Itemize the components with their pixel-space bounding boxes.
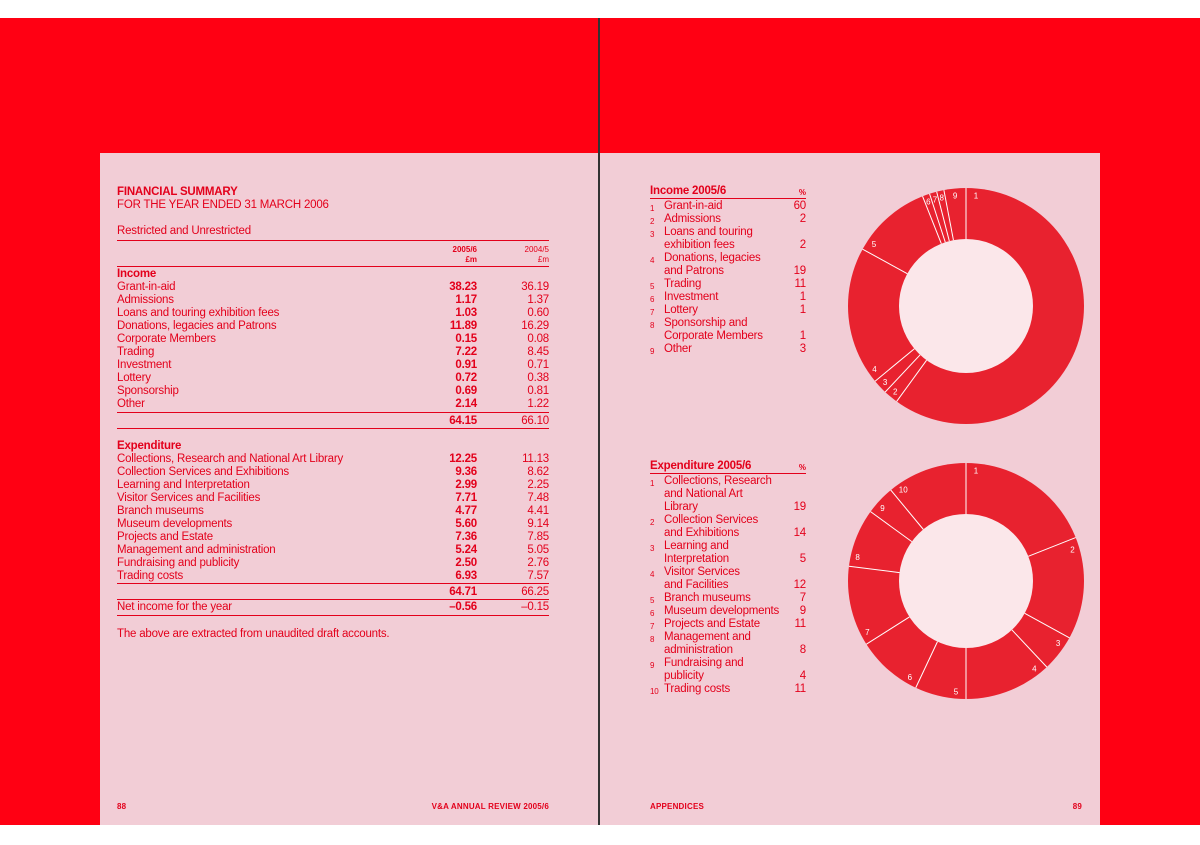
expenditure-legend-item xyxy=(650,475,806,514)
expenditure-legend-label: administration xyxy=(664,644,733,656)
expenditure-donut-slice-label: 8 xyxy=(855,553,860,563)
expenditure-value-2005: 9.36 xyxy=(455,466,477,478)
expenditure-legend-label: Branch museums xyxy=(664,592,751,604)
expenditure-row xyxy=(117,570,549,583)
col1-year: 2005/6 xyxy=(452,245,477,254)
income-legend-percent: 3 xyxy=(799,343,806,355)
income-legend-percent: 11 xyxy=(794,278,806,290)
income-legend-item xyxy=(650,304,806,317)
income-value-2005: 38.23 xyxy=(449,281,477,293)
income-label: Other xyxy=(117,398,145,410)
col2-unit: £m xyxy=(537,255,549,264)
expenditure-label: Trading costs xyxy=(117,570,184,582)
expenditure-legend-number: 10 xyxy=(650,687,659,696)
page-subtitle: FOR THE YEAR ENDED 31 MARCH 2006 xyxy=(117,199,329,211)
income-legend-item xyxy=(650,278,806,291)
expenditure-row xyxy=(117,544,549,557)
income-legend-number: 1 xyxy=(650,204,655,213)
income-legend-item xyxy=(650,343,806,356)
income-donut-slice-label: 4 xyxy=(872,364,877,374)
income-label: Sponsorship xyxy=(117,385,179,397)
income-value-2005: 2.14 xyxy=(455,398,477,410)
expenditure-legend-label: publicity xyxy=(664,670,704,682)
income-row xyxy=(117,333,549,346)
expenditure-value-2004: 5.05 xyxy=(527,544,549,556)
expenditure-legend-label: Projects and Estate xyxy=(664,618,760,630)
expenditure-legend-number: 8 xyxy=(650,635,655,644)
income-row xyxy=(117,320,549,333)
income-legend-item xyxy=(650,200,806,213)
expenditure-legend-percent: 7 xyxy=(799,592,806,604)
expenditure-row xyxy=(117,492,549,505)
income-legend-label: Grant-in-aid xyxy=(664,200,723,212)
page-title: FINANCIAL SUMMARY xyxy=(117,186,238,198)
expenditure-legend-label: Library xyxy=(664,501,698,513)
expenditure-legend-label: Interpretation xyxy=(664,553,729,565)
expenditure-label: Museum developments xyxy=(117,518,233,530)
expenditure-label: Branch museums xyxy=(117,505,204,517)
expenditure-value-2004: 7.85 xyxy=(527,531,549,543)
expenditure-legend-label: Learning and xyxy=(664,540,729,552)
income-legend-percent: 1 xyxy=(799,291,806,303)
income-row xyxy=(117,359,549,372)
income-legend-item xyxy=(650,252,806,278)
income-legend-label: Other xyxy=(664,343,692,355)
income-donut-slice-label: 2 xyxy=(893,387,898,397)
income-legend-label: exhibition fees xyxy=(664,239,735,251)
income-legend-number: 8 xyxy=(650,321,655,330)
section-label: Restricted and Unrestricted xyxy=(117,225,251,237)
expenditure-value-2005: 5.60 xyxy=(455,518,477,530)
income-total-row xyxy=(117,415,549,428)
income-legend-number: 6 xyxy=(650,295,655,304)
expenditure-legend-percent: 9 xyxy=(799,605,806,617)
income-legend-label: Loans and touring xyxy=(664,226,753,238)
col1-unit: £m xyxy=(465,255,477,264)
income-legend-label: and Patrons xyxy=(664,265,724,277)
income-legend-percent: 2 xyxy=(799,213,806,225)
expenditure-legend-percent: 8 xyxy=(799,644,806,656)
divider xyxy=(650,473,806,474)
expenditure-legend-percent: 11 xyxy=(794,683,806,695)
expenditure-row xyxy=(117,453,549,466)
income-label: Donations, legacies and Patrons xyxy=(117,320,277,332)
income-value-2004: 1.22 xyxy=(527,398,549,410)
expenditure-value-2005: 7.71 xyxy=(455,492,477,504)
expenditure-label: Visitor Services and Facilities xyxy=(117,492,261,504)
expenditure-donut-slice-label: 9 xyxy=(880,503,885,513)
expenditure-label: Projects and Estate xyxy=(117,531,213,543)
income-legend-percent: 19 xyxy=(793,265,806,277)
divider xyxy=(650,198,806,199)
expenditure-legend-item xyxy=(650,592,806,605)
income-label: Admissions xyxy=(117,294,174,306)
income-legend-number: 5 xyxy=(650,282,655,291)
expenditure-row xyxy=(117,531,549,544)
income-label: Investment xyxy=(117,359,172,371)
income-value-2004: 0.38 xyxy=(527,372,549,384)
income-legend-label: Donations, legacies xyxy=(664,252,761,264)
expenditure-legend-item xyxy=(650,605,806,618)
expenditure-row xyxy=(117,557,549,570)
expenditure-legend-number: 3 xyxy=(650,544,655,553)
expenditure-legend-item xyxy=(650,683,806,696)
divider xyxy=(117,428,549,429)
income-legend-percent: 1 xyxy=(799,304,806,316)
income-legend-number: 2 xyxy=(650,217,655,226)
income-legend-item xyxy=(650,213,806,226)
expenditure-value-2004: 4.41 xyxy=(527,505,549,517)
income-heading: Income xyxy=(117,268,157,280)
income-legend-number: 4 xyxy=(650,256,655,265)
expenditure-value-2005: 4.77 xyxy=(455,505,477,517)
expenditure-legend-item xyxy=(650,566,806,592)
expenditure-legend-number: 9 xyxy=(650,661,655,670)
net-income-2005: –0.56 xyxy=(449,601,477,613)
expenditure-value-2004: 2.25 xyxy=(527,479,549,491)
right-page xyxy=(600,153,1100,825)
expenditure-value-2005: 2.99 xyxy=(455,479,477,491)
expenditure-label: Learning and Interpretation xyxy=(117,479,250,491)
divider xyxy=(117,615,549,616)
divider xyxy=(117,583,549,584)
expenditure-label: Collections, Research and National Art Library xyxy=(117,453,344,465)
expenditure-donut-slice-label: 1 xyxy=(973,466,979,476)
page-number: 89 xyxy=(1072,802,1082,811)
income-value-2005: 7.22 xyxy=(455,346,477,358)
income-legend-item xyxy=(650,291,806,304)
expenditure-legend-percent: 5 xyxy=(799,553,806,565)
footnote: The above are extracted from unaudited draft accounts. xyxy=(117,628,390,640)
income-label: Loans and touring exhibition fees xyxy=(117,307,280,319)
expenditure-legend-label: Trading costs xyxy=(664,683,731,695)
expenditure-donut-slice-label: 2 xyxy=(1070,545,1075,555)
income-row xyxy=(117,372,549,385)
income-legend-number: 7 xyxy=(650,308,655,317)
expenditure-row xyxy=(117,479,549,492)
income-donut-slice-label: 7 xyxy=(932,195,938,205)
income-legend-item xyxy=(650,226,806,252)
expenditure-donut-slice-label: 10 xyxy=(898,485,908,495)
income-value-2005: 1.03 xyxy=(455,307,477,319)
income-pct-header: % xyxy=(798,188,806,197)
income-value-2004: 36.19 xyxy=(521,281,549,293)
divider xyxy=(117,412,549,413)
expenditure-row xyxy=(117,505,549,518)
expenditure-legend-item xyxy=(650,631,806,657)
expenditure-legend-percent: 11 xyxy=(794,618,806,630)
expenditure-total-2005: 64.71 xyxy=(449,586,477,598)
divider xyxy=(117,599,549,600)
expenditure-legend-percent: 19 xyxy=(793,501,806,513)
income-donut-slice-label: 3 xyxy=(882,377,888,387)
expenditure-legend-number: 4 xyxy=(650,570,655,579)
expenditure-legend-label: Collection Services xyxy=(664,514,758,526)
income-row xyxy=(117,281,549,294)
income-total-2005: 64.15 xyxy=(449,415,477,427)
income-label: Grant-in-aid xyxy=(117,281,176,293)
income-value-2004: 0.08 xyxy=(527,333,549,345)
income-total-2004: 66.10 xyxy=(521,415,549,427)
expenditure-value-2004: 7.48 xyxy=(527,492,549,504)
expenditure-pct-header: % xyxy=(798,463,806,472)
income-donut-slice-label: 9 xyxy=(952,191,958,201)
expenditure-donut-slice-label: 5 xyxy=(953,687,959,697)
income-value-2004: 8.45 xyxy=(527,346,549,358)
divider xyxy=(117,266,549,267)
income-label: Lottery xyxy=(117,372,151,384)
income-row xyxy=(117,307,549,320)
income-value-2005: 0.15 xyxy=(455,333,477,345)
expenditure-legend-label: Museum developments xyxy=(664,605,780,617)
running-head: APPENDICES xyxy=(650,802,705,811)
expenditure-legend-item xyxy=(650,657,806,683)
expenditure-legend-label: and National Art xyxy=(664,488,743,500)
net-income-label: Net income for the year xyxy=(117,601,232,613)
expenditure-legend-label: Collections, Research xyxy=(664,475,772,487)
income-value-2004: 0.81 xyxy=(527,385,549,397)
income-legend-percent: 1 xyxy=(799,330,806,342)
expenditure-value-2005: 12.25 xyxy=(449,453,477,465)
income-donut-slice-label: 1 xyxy=(973,191,979,201)
expenditure-total-row xyxy=(117,586,549,599)
income-value-2005: 1.17 xyxy=(455,294,477,306)
expenditure-legend-percent: 14 xyxy=(793,527,806,539)
income-legend-item xyxy=(650,317,806,343)
expenditure-legend-number: 5 xyxy=(650,596,655,605)
income-row xyxy=(117,346,549,359)
expenditure-legend-number: 2 xyxy=(650,518,655,527)
income-donut-chart xyxy=(848,188,1084,424)
income-value-2005: 0.69 xyxy=(455,385,477,397)
expenditure-donut-slice-label: 4 xyxy=(1032,664,1037,674)
expenditure-value-2004: 2.76 xyxy=(527,557,549,569)
income-legend-label: Trading xyxy=(664,278,702,290)
income-legend-label: Admissions xyxy=(664,213,721,225)
expenditure-legend-label: Fundraising and xyxy=(664,657,744,669)
expenditure-donut-hole xyxy=(899,514,1033,648)
expenditure-value-2005: 2.50 xyxy=(455,557,477,569)
divider xyxy=(117,240,549,241)
income-row xyxy=(117,398,549,411)
income-donut-slice-label: 6 xyxy=(926,197,931,207)
income-legend-percent: 60 xyxy=(793,200,806,212)
income-value-2004: 1.37 xyxy=(527,294,549,306)
expenditure-donut-slice-label: 7 xyxy=(865,627,870,637)
expenditure-row xyxy=(117,466,549,479)
expenditure-label: Management and administration xyxy=(117,544,276,556)
income-value-2005: 0.91 xyxy=(455,359,477,371)
expenditure-row xyxy=(117,518,549,531)
expenditure-label: Collection Services and Exhibitions xyxy=(117,466,289,478)
income-donut-hole xyxy=(899,239,1033,373)
expenditure-value-2004: 9.14 xyxy=(527,518,549,530)
net-income-row xyxy=(117,601,549,614)
income-row xyxy=(117,294,549,307)
expenditure-legend-percent: 4 xyxy=(799,670,806,682)
expenditure-legend-percent: 12 xyxy=(793,579,806,591)
net-income-2004: –0.15 xyxy=(521,601,549,613)
expenditure-total-2004: 66.25 xyxy=(521,586,549,598)
expenditure-legend-label: Management and xyxy=(664,631,751,643)
income-value-2004: 16.29 xyxy=(521,320,549,332)
expenditure-value-2005: 5.24 xyxy=(455,544,477,556)
expenditure-legend-number: 7 xyxy=(650,622,655,631)
income-legend-number: 3 xyxy=(650,230,655,239)
page-number: 88 xyxy=(117,802,127,811)
income-value-2005: 11.89 xyxy=(449,320,477,332)
expenditure-legend-item xyxy=(650,514,806,540)
expenditure-label: Fundraising and publicity xyxy=(117,557,240,569)
expenditure-value-2004: 8.62 xyxy=(527,466,549,478)
expenditure-value-2004: 7.57 xyxy=(527,570,549,582)
income-value-2005: 0.72 xyxy=(455,372,477,384)
income-donut-slice-label: 5 xyxy=(871,239,877,249)
expenditure-value-2005: 6.93 xyxy=(455,570,477,582)
expenditure-value-2004: 11.13 xyxy=(522,453,549,465)
expenditure-legend-label: and Facilities xyxy=(664,579,729,591)
income-legend-label: Corporate Members xyxy=(664,330,763,342)
income-legend-label: Investment xyxy=(664,291,719,303)
income-value-2004: 0.71 xyxy=(527,359,549,371)
expenditure-heading: Expenditure xyxy=(117,440,182,452)
left-page xyxy=(100,153,598,825)
income-legend-label: Lottery xyxy=(664,304,698,316)
expenditure-legend-item xyxy=(650,618,806,631)
col2-year: 2004/5 xyxy=(524,245,549,254)
income-legend-percent: 2 xyxy=(799,239,806,251)
income-chart-title: Income 2005/6 xyxy=(650,185,727,197)
expenditure-legend-label: Visitor Services xyxy=(664,566,740,578)
expenditure-legend-item xyxy=(650,540,806,566)
income-legend-label: Sponsorship and xyxy=(664,317,748,329)
expenditure-donut-slice-label: 3 xyxy=(1055,639,1061,649)
expenditure-legend-number: 1 xyxy=(650,479,655,488)
expenditure-legend-label: and Exhibitions xyxy=(664,527,739,539)
running-head: V&A ANNUAL REVIEW 2005/6 xyxy=(431,802,549,811)
book-spine xyxy=(598,18,600,825)
income-value-2004: 0.60 xyxy=(527,307,549,319)
expenditure-donut-chart xyxy=(848,463,1084,699)
income-legend-number: 9 xyxy=(650,347,655,356)
income-label: Trading xyxy=(117,346,155,358)
expenditure-value-2005: 7.36 xyxy=(455,531,477,543)
income-donut-slice-label: 8 xyxy=(939,193,945,203)
income-label: Corporate Members xyxy=(117,333,216,345)
income-row xyxy=(117,385,549,398)
expenditure-chart-title: Expenditure 2005/6 xyxy=(650,460,752,472)
expenditure-donut-slice-label: 6 xyxy=(907,672,913,682)
expenditure-legend-number: 6 xyxy=(650,609,655,618)
